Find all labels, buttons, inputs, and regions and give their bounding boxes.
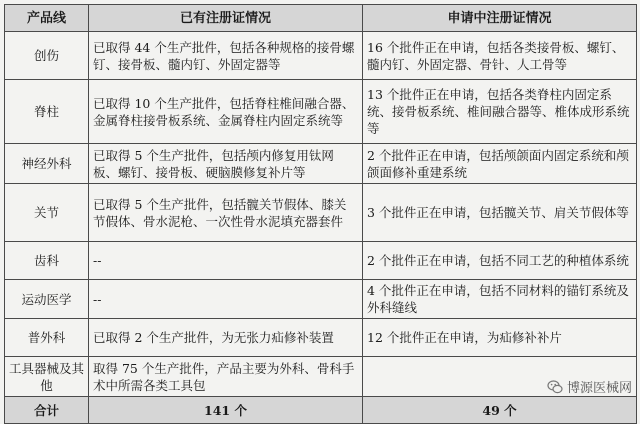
watermark [547,377,632,396]
table-row [5,357,637,397]
cell-existing: 取得 75 个生产批件，产品主要为外科、骨科手术中所需各类工具包 [89,357,363,397]
cell-existing: 已取得 5 个生产批件，包括颅内修复用钛网板、螺钉、接骨板、硬脑膜修复补片等 [89,144,363,184]
table-row [5,80,637,144]
table-row [5,184,637,242]
cell-existing: 已取得 44 个生产批件，包括各种规格的接骨螺钉、接骨板、髓内钉、外固定器等 [89,32,363,80]
header-product-line: 产品线 [5,5,89,32]
table-row [5,32,637,80]
cell-existing: 已取得 5 个生产批件，包括髋关节假体、膝关节假体、骨水泥枪、一次性骨水泥填充器套件 [89,184,363,242]
header-existing: 已有注册证情况 [89,5,363,32]
registration-table [4,4,637,424]
cell-product-line: 创伤 [5,32,89,80]
table-total-row [5,397,637,424]
cell-pending: 12 个批件正在申请，为疝修补补片 [363,319,637,357]
cell-existing: -- [89,280,363,319]
wechat-icon [547,379,563,395]
cell-pending: 13 个批件正在申请，包括各类脊柱内固定系统、接骨板系统、椎间融合器等、椎体成形系统等 [363,80,637,144]
table-header-row [5,5,637,32]
table-row [5,280,637,319]
table-row [5,242,637,280]
cell-product-line: 关节 [5,184,89,242]
watermark-text: 博源医械网 [566,381,632,396]
total-pending: 49 个 [363,397,637,424]
cell-pending: 2 个批件正在申请，包括不同工艺的种植体系统 [363,242,637,280]
cell-product-line: 运动医学 [5,280,89,319]
cell-existing: 已取得 2 个生产批件，为无张力疝修补装置 [89,319,363,357]
cell-product-line: 神经外科 [5,144,89,184]
cell-existing: -- [89,242,363,280]
cell-product-line: 齿科 [5,242,89,280]
table-row [5,319,637,357]
cell-product-line: 工具器械及其他 [5,357,89,397]
total-existing: 141 个 [89,397,363,424]
cell-existing: 已取得 10 个生产批件，包括脊柱椎间融合器、金属脊柱接骨板系统、金属脊柱内固定系统等 [89,80,363,144]
cell-pending: 2 个批件正在申请，包括颅颌面内固定系统和颅颌面修补重建系统 [363,144,637,184]
total-label: 合计 [5,397,89,424]
cell-pending: 16 个批件正在申请，包括各类接骨板、螺钉、髓内钉、外固定器、骨针、人工骨等 [363,32,637,80]
cell-product-line: 脊柱 [5,80,89,144]
cell-product-line: 普外科 [5,319,89,357]
table-row [5,144,637,184]
cell-pending: 4 个批件正在申请，包括不同材料的锚钉系统及外科缝线 [363,280,637,319]
header-pending: 申请中注册证情况 [363,5,637,32]
cell-pending: 3 个批件正在申请，包括髋关节、肩关节假体等 [363,184,637,242]
